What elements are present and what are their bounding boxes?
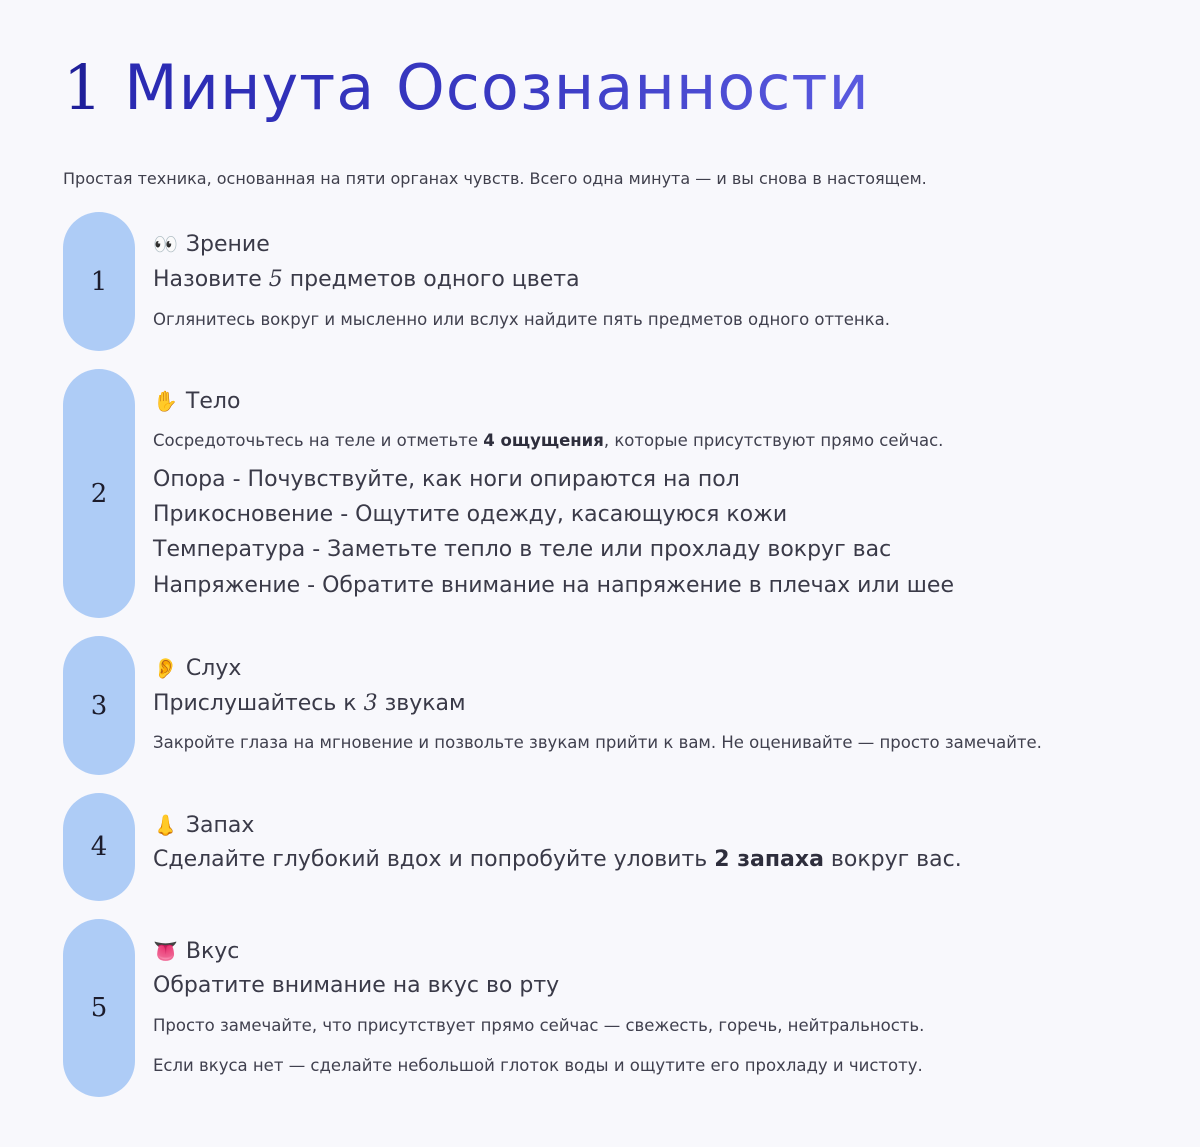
page-title-number: 1 [63,51,104,124]
step-instruction [153,689,466,719]
step-instruction [153,845,962,875]
step-heading-label: Зрение [185,232,270,257]
eyes-icon: 👀 [153,232,178,256]
instruction-text: звукам [377,691,466,716]
page-title-text: Минута Осознанности [124,51,870,124]
step-heading [153,810,254,841]
step-number-badge: 1 [63,212,135,351]
step-number-badge: 3 [63,636,135,775]
step-heading-label: Слух [185,656,242,681]
step-heading [153,936,239,967]
instruction-text: Сделайте глубокий вдох и попробуйте уловить [153,847,715,872]
description-text: , которые присутствуют прямо сейчас. [603,431,944,450]
ear-icon: 👂 [153,656,178,680]
step-description: Закройте глаза на мгновение и позвольте звукам прийти к вам. Не оценивайте — просто замечайте. [153,733,1042,752]
instruction-number: 3 [363,691,378,716]
tongue-icon: 👅 [153,939,178,963]
instruction-text: Назовите [153,267,269,292]
instruction-text: Прислушайтесь к [153,691,364,716]
step-heading-label: Вкус [185,939,240,964]
step-heading-label: Запах [185,813,255,838]
raised-hand-icon: ✋ [153,389,178,413]
page-subtitle: Простая техника, основанная на пяти органах чувств. Всего одна минута — и вы снова в настоящем. [63,169,927,188]
step-heading [153,229,270,260]
step-description [153,429,943,453]
step-instruction [153,265,580,295]
step-number-badge: 5 [63,919,135,1097]
description-text: Сосредоточьтесь на теле и отметьте [153,431,484,450]
step-heading [153,653,241,684]
instruction-text: предметов одного цвета [282,267,580,292]
nose-icon: 👃 [153,813,178,837]
step-description: Если вкуса нет — сделайте небольшой глоток воды и ощутите его прохладу и чистоту. [153,1056,923,1075]
step-number-badge: 4 [63,793,135,901]
step-description: Просто замечайте, что присутствует прямо сейчас — свежесть, горечь, нейтральность. [153,1016,925,1035]
step-instruction: Обратите внимание на вкус во рту [153,973,560,998]
step-heading-label: Тело [185,389,241,414]
instruction-text: вокруг вас. [823,847,962,872]
page-title [63,50,870,126]
instruction-emphasis: 2 запаха [714,847,824,872]
sensation-item: Напряжение - Обратите внимание на напряжение в плечах или шее [153,573,954,598]
step-description: Оглянитесь вокруг и мысленно или вслух найдите пять предметов одного оттенка. [153,310,890,329]
description-emphasis: 4 ощущения [483,431,604,450]
sensation-item: Опора - Почувствуйте, как ноги опираются на пол [153,467,740,492]
instruction-number: 5 [268,267,283,292]
step-number-badge: 2 [63,369,135,618]
sensation-item: Температура - Заметьте тепло в теле или прохладу вокруг вас [153,537,892,562]
sensation-item: Прикосновение - Ощутите одежду, касающуюся кожи [153,502,788,527]
step-heading [153,386,240,417]
